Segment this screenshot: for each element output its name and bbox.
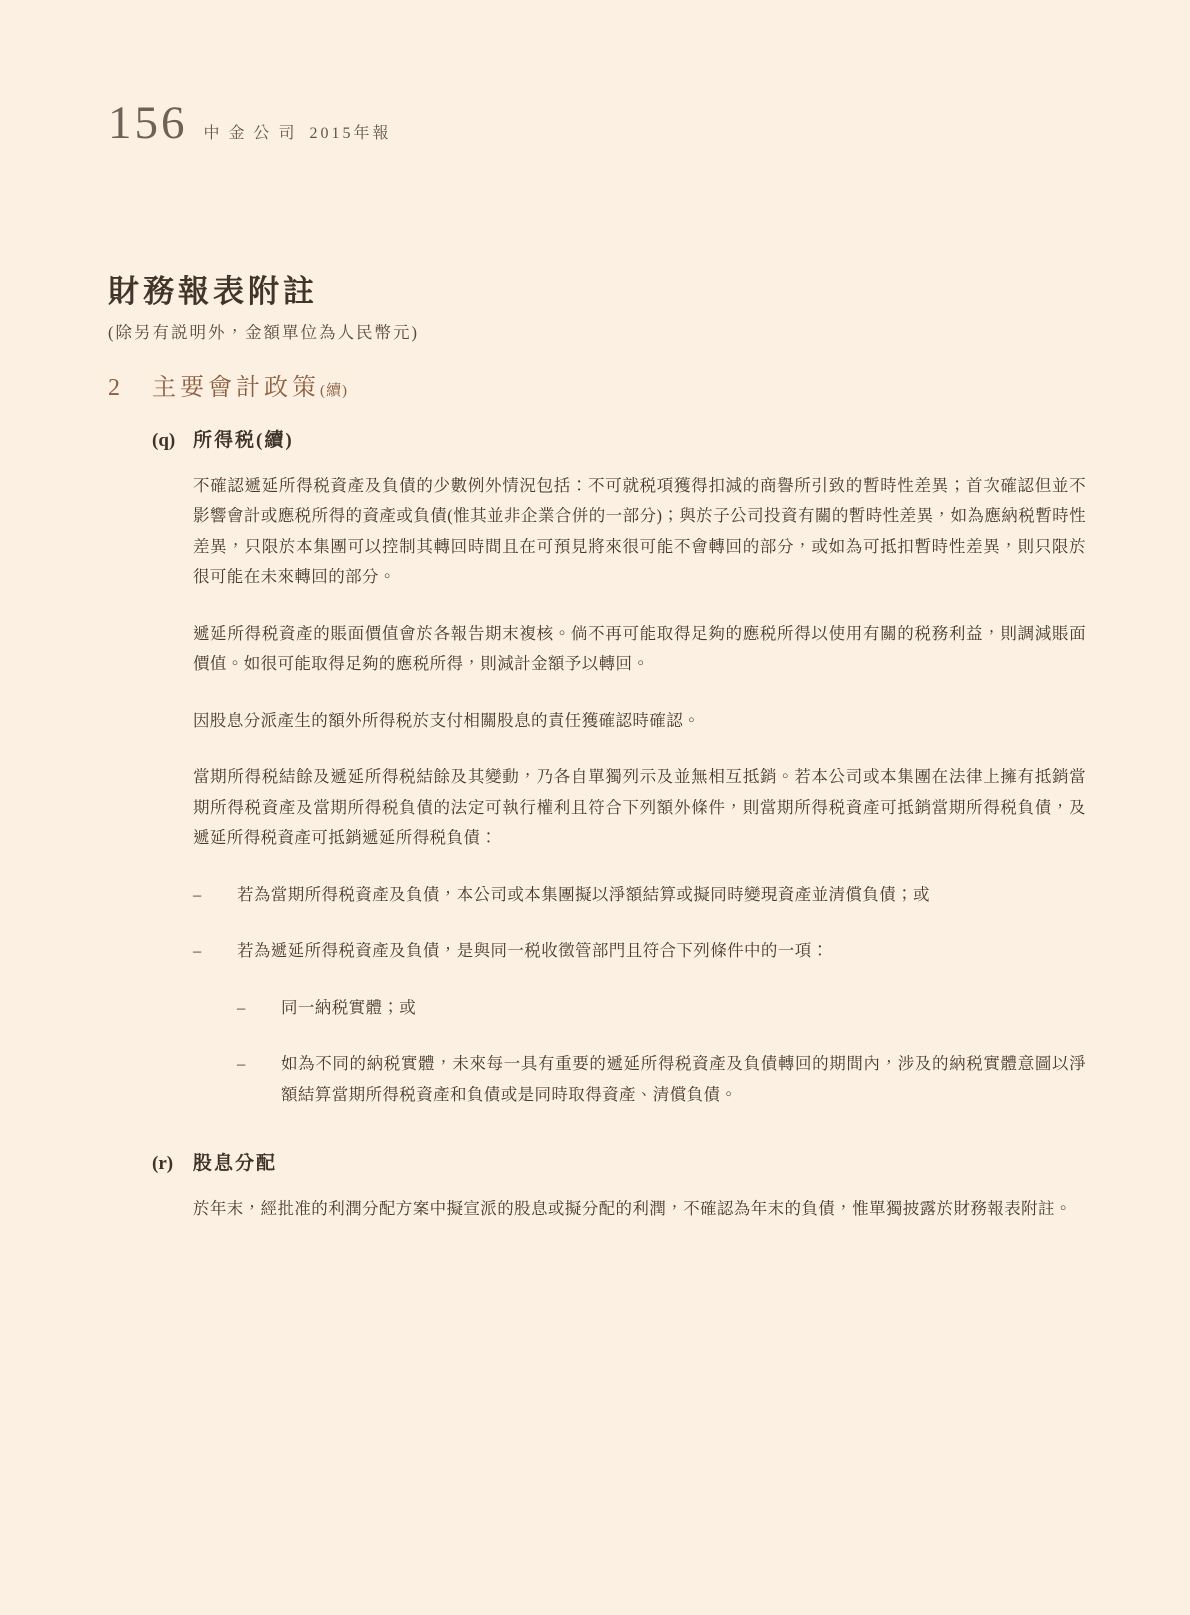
subsection-r-body xyxy=(193,1194,1086,1225)
section-continued-label: (續) xyxy=(320,383,348,400)
company-name: 中金公司 xyxy=(203,125,304,142)
subsection-q-body xyxy=(193,471,1086,1111)
page-subtitle: (除另有説明外，金額單位為人民幣元) xyxy=(108,323,419,343)
bullet-item xyxy=(193,936,1086,967)
page-number: 156 xyxy=(108,97,188,149)
section-title-text: 主要會計政策 xyxy=(152,375,320,402)
paragraph: 因股息分派產生的額外所得税於支付相關股息的責任獲確認時確認。 xyxy=(193,710,700,730)
sub-bullet-item xyxy=(237,1049,1086,1110)
subsection-q-continued-label: (續) xyxy=(256,430,294,452)
dash-marker: – xyxy=(193,941,202,961)
subsection-q-title-text: 所得税 xyxy=(193,430,257,452)
sub-bullet-text: 如為不同的納税實體，未來每一具有重要的遞延所得税資產及負債轉回的期間內，涉及的納税實體意圖以淨額結算當期所得税資產和負債或是同時取得資產、清償負債。 xyxy=(281,1054,1086,1104)
section-title xyxy=(152,373,348,403)
page-title: 財務報表附註 xyxy=(108,274,318,309)
subsection-q-heading xyxy=(152,429,1085,454)
page-header xyxy=(108,97,1085,149)
subsection-q-title xyxy=(193,429,294,454)
sub-bullet-list xyxy=(237,993,1086,1111)
dash-marker: – xyxy=(237,997,246,1017)
paragraph: 不確認遞延所得税資產及負債的少數例外情況包括：不可就税項獲得扣減的商譽所引致的暫時性差異；首次確認但並不影響會計或應税所得的資產或負債(惟其並非企業合併的一部分)；與於子公司投資有關的暫時性差異，如為應納税暫時性差異，只限於本集團可以控制其轉回時間且在可預見將來很可能不會轉回的部分，或如為可抵扣暫時性差異，則只限於很可能在未來轉回的部分。 xyxy=(193,475,1086,587)
subsection-r-label: (r) xyxy=(152,1153,174,1175)
subsection-q-label: (q) xyxy=(152,430,176,452)
notes-content xyxy=(108,273,1085,1225)
sub-bullet-item xyxy=(237,993,1086,1024)
bullet-item xyxy=(193,880,1086,911)
subsection-r-heading xyxy=(152,1152,1085,1177)
sub-bullet-text: 同一納税實體；或 xyxy=(281,997,417,1017)
paragraph: 當期所得税結餘及遞延所得税結餘及其變動，乃各自單獨列示及並無相互抵銷。若本公司或本集團在法律上擁有抵銷當期所得税資產及當期所得税負債的法定可執行權利且符合下列額外條件，則當期所得税資產可抵銷當期所得税負債，及遞延所得税資產可抵銷遞延所得税負債： xyxy=(193,767,1086,848)
subsection-r-title: 股息分配 xyxy=(193,1153,278,1175)
dash-marker: – xyxy=(193,884,202,904)
subsection-q xyxy=(108,429,1085,1110)
section-2 xyxy=(108,373,1085,1224)
paragraph: 於年末，經批准的利潤分配方案中擬宣派的股息或擬分配的利潤，不確認為年末的負債，惟單獨披露於財務報表附註。 xyxy=(193,1199,1072,1219)
paragraph: 遞延所得税資產的賬面價值會於各報告期末複核。倘不再可能取得足夠的應税所得以使用有關的税務利益，則調減賬面價值。如很可能取得足夠的應税所得，則減計金額予以轉回。 xyxy=(193,623,1086,674)
bullet-text: 若為當期所得税資產及負債，本公司或本集團擬以淨額結算或擬同時變現資產並清償負債；或 xyxy=(237,884,930,904)
dash-marker: – xyxy=(237,1054,246,1074)
bullet-text: 若為遞延所得税資產及負債，是與同一税收徵管部門且符合下列條件中的一項： xyxy=(237,941,829,961)
section-number: 2 xyxy=(108,375,120,402)
section-2-heading xyxy=(108,373,1085,403)
report-year: 2015年報 xyxy=(309,125,392,142)
subsection-r xyxy=(108,1152,1085,1224)
